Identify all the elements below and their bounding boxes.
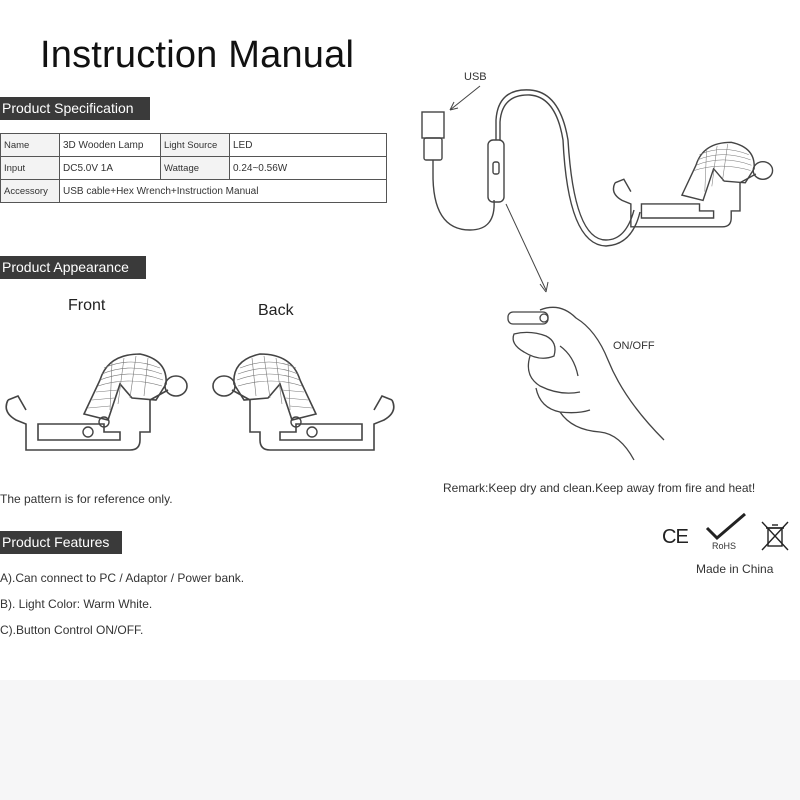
section-tag-specification: Product Specification	[0, 97, 150, 120]
remark-text: Remark:Keep dry and clean.Keep away from fire and heat!	[443, 481, 756, 495]
spec-label-input: Input	[1, 157, 60, 180]
rohs-label: RoHS	[712, 541, 737, 551]
spec-value-wattage: 0.24~0.56W	[230, 157, 387, 180]
dog-lamp-back-illustration	[200, 340, 400, 470]
spec-value-name: 3D Wooden Lamp	[60, 134, 161, 157]
spec-label-light-source: Light Source	[161, 134, 230, 157]
spec-value-input: DC5.0V 1A	[60, 157, 161, 180]
section-tag-features: Product Features	[0, 531, 122, 554]
feature-item: A).Can connect to PC / Adaptor / Power bank.	[0, 571, 245, 585]
usb-label: USB	[464, 71, 487, 83]
spec-value-light-source: LED	[230, 134, 387, 157]
spec-label-accessory: Accessory	[1, 180, 60, 203]
table-row	[1, 157, 387, 180]
front-label: Front	[68, 297, 106, 314]
spec-label-name: Name	[1, 134, 60, 157]
feature-item: B). Light Color: Warm White.	[0, 597, 153, 611]
spec-table	[0, 133, 387, 203]
table-row	[1, 134, 387, 157]
spec-value-accessory: USB cable+Hex Wrench+Instruction Manual	[60, 180, 387, 203]
feature-item: C).Button Control ON/OFF.	[0, 623, 144, 637]
usb-cable-diagram	[410, 80, 800, 310]
page-title: Instruction Manual	[40, 34, 355, 76]
hand-press-illustration	[500, 300, 680, 460]
spec-label-wattage: Wattage	[161, 157, 230, 180]
ce-mark: CE	[662, 526, 688, 548]
made-in-label: Made in China	[696, 562, 774, 576]
footer-band	[0, 680, 800, 800]
rohs-check-icon	[705, 512, 749, 544]
reference-note: The pattern is for reference only.	[0, 492, 173, 506]
section-tag-appearance: Product Appearance	[0, 256, 146, 279]
dog-lamp-front-illustration	[0, 340, 200, 470]
back-label: Back	[258, 302, 294, 319]
crossed-bin-icon	[760, 520, 790, 552]
onoff-label: ON/OFF	[613, 340, 655, 352]
table-row	[1, 180, 387, 203]
